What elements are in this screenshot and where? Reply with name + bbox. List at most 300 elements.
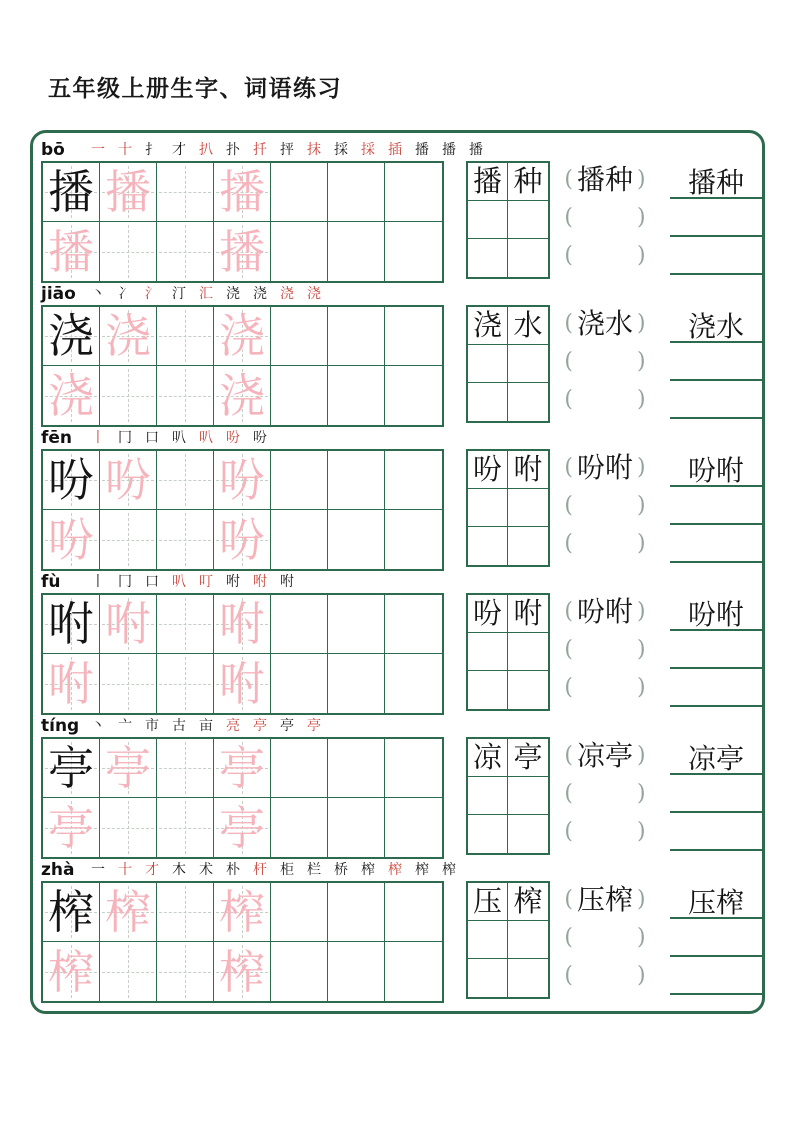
underline-practice-row <box>670 161 766 199</box>
stroke-step: 氵 <box>145 285 159 302</box>
stroke-step: 榨 <box>388 861 402 878</box>
word-character: 吩 <box>472 596 502 630</box>
practice-cell <box>100 739 157 798</box>
practice-cell <box>43 883 100 942</box>
paren-practice-row <box>554 381 656 419</box>
practice-cell <box>214 942 271 1001</box>
underline-word <box>670 345 762 381</box>
practice-cell <box>157 883 214 942</box>
character-row <box>41 570 762 714</box>
trace-character: 咐 <box>219 597 265 651</box>
stroke-order-sequence <box>91 431 280 445</box>
word-box-cell <box>468 201 508 239</box>
practice-cell <box>100 798 157 857</box>
model-character: 浇 <box>48 309 94 363</box>
stroke-step: 播 <box>415 141 429 158</box>
word-box-cell <box>468 739 508 777</box>
trace-character: 播 <box>105 165 151 219</box>
paren-practice-column <box>554 593 656 707</box>
practice-cell <box>100 942 157 1001</box>
practice-cell <box>271 222 328 281</box>
open-paren: ( <box>564 455 573 480</box>
stroke-step: 术 <box>199 861 213 878</box>
stroke-step: 扦 <box>253 141 267 158</box>
row-body <box>41 737 762 858</box>
paren-practice-row <box>554 237 656 275</box>
stroke-order-line <box>41 570 762 593</box>
stroke-step: 丨 <box>91 429 105 446</box>
paren-practice-column <box>554 449 656 563</box>
word-box-cell <box>508 595 548 633</box>
word-box-cell <box>468 163 508 201</box>
model-character: 咐 <box>48 597 94 651</box>
word-character: 种 <box>513 164 543 198</box>
underline-practice-column <box>670 161 766 275</box>
word-character: 凉 <box>472 740 502 774</box>
stroke-step: 叭 <box>172 429 186 446</box>
underline-word <box>670 777 762 813</box>
close-paren: ) <box>637 637 646 662</box>
stroke-step: 叭 <box>199 429 213 446</box>
underline-word: 凉亭 <box>670 739 762 775</box>
open-paren: ( <box>564 887 573 912</box>
word-box-cell <box>468 383 508 421</box>
practice-grid <box>41 881 444 1003</box>
pinyin-label: fēn <box>41 427 73 448</box>
practice-cell <box>214 451 271 510</box>
word-character: 水 <box>513 308 543 342</box>
word-character: 榨 <box>513 884 543 918</box>
stroke-step: 十 <box>118 141 132 158</box>
practice-cell <box>43 366 100 425</box>
trace-character: 播 <box>48 224 94 279</box>
practice-cell <box>157 222 214 281</box>
practice-cell <box>328 307 385 366</box>
practice-cell <box>100 222 157 281</box>
paren-practice-row <box>554 305 656 343</box>
stroke-step: 才 <box>172 141 186 158</box>
practice-cell <box>271 366 328 425</box>
practice-cell <box>157 510 214 569</box>
paren-word: 压榨 <box>576 883 633 916</box>
practice-cell <box>214 510 271 569</box>
practice-cell <box>328 654 385 713</box>
stroke-step: 插 <box>388 141 402 158</box>
underline-word <box>670 959 762 995</box>
practice-cell <box>328 510 385 569</box>
stroke-step: 丶 <box>91 285 105 302</box>
practice-grid <box>41 305 444 427</box>
practice-cell <box>328 942 385 1001</box>
paren-practice-row <box>554 631 656 669</box>
word-box-cell <box>468 345 508 383</box>
stroke-step: 亭 <box>307 717 321 734</box>
underline-practice-row <box>670 237 766 275</box>
open-paren: ( <box>564 781 573 806</box>
close-paren: ) <box>637 781 646 806</box>
trace-character: 吩 <box>219 512 265 567</box>
open-paren: ( <box>564 743 573 768</box>
practice-cell <box>43 222 100 281</box>
underline-word: 播种 <box>670 163 762 199</box>
trace-character: 榨 <box>219 944 265 999</box>
word-box-cell <box>468 527 508 565</box>
stroke-step: 抨 <box>280 141 294 158</box>
open-paren: ( <box>564 349 573 374</box>
practice-cell <box>328 163 385 222</box>
practice-cell <box>271 942 328 1001</box>
practice-grid <box>41 737 444 859</box>
practice-cell <box>43 654 100 713</box>
stroke-step: 扒 <box>199 141 213 158</box>
trace-character: 浇 <box>219 309 265 363</box>
practice-cell <box>271 739 328 798</box>
underline-practice-row <box>670 631 766 669</box>
trace-character: 榨 <box>105 885 151 939</box>
stroke-step: 栏 <box>307 861 321 878</box>
practice-grid <box>41 593 444 715</box>
word-box-cell <box>468 451 508 489</box>
stroke-step: 咐 <box>253 573 267 590</box>
practice-cell <box>271 654 328 713</box>
underline-word <box>670 921 762 957</box>
practice-cell <box>214 307 271 366</box>
model-character: 吩 <box>48 453 94 507</box>
stroke-step: 播 <box>469 141 483 158</box>
practice-cell <box>385 654 442 713</box>
stroke-step: 口 <box>145 573 159 590</box>
stroke-step: 汀 <box>172 285 186 302</box>
close-paren: ) <box>637 743 646 768</box>
open-paren: ( <box>564 243 573 268</box>
close-paren: ) <box>637 531 646 556</box>
stroke-step: 叭 <box>172 573 186 590</box>
stroke-step: 亩 <box>199 717 213 734</box>
paren-practice-row <box>554 737 656 775</box>
stroke-step: 丨 <box>91 573 105 590</box>
word-box-grid <box>466 161 550 279</box>
word-box-cell <box>468 489 508 527</box>
stroke-step: 冫 <box>118 285 132 302</box>
word-box-grid <box>466 737 550 855</box>
underline-word <box>670 633 762 669</box>
pinyin-label: bō <box>41 139 65 160</box>
stroke-step: 柜 <box>280 861 294 878</box>
word-box-cell <box>508 959 548 997</box>
practice-cell <box>157 366 214 425</box>
stroke-step: 古 <box>172 717 186 734</box>
stroke-step: 桥 <box>334 861 348 878</box>
stroke-step: 浇 <box>253 285 267 302</box>
stroke-step: 亭 <box>253 717 267 734</box>
close-paren: ) <box>637 963 646 988</box>
trace-character: 浇 <box>219 368 265 423</box>
underline-practice-row <box>670 449 766 487</box>
word-box-cell <box>508 383 548 421</box>
practice-cell <box>100 451 157 510</box>
practice-cell <box>385 883 442 942</box>
practice-cell <box>100 163 157 222</box>
stroke-step: 木 <box>172 861 186 878</box>
trace-character: 播 <box>219 165 265 219</box>
stroke-step: 一 <box>91 861 105 878</box>
stroke-step: 汇 <box>199 285 213 302</box>
stroke-step: 採 <box>334 141 348 158</box>
word-box-grid <box>466 593 550 711</box>
practice-cell <box>328 595 385 654</box>
paren-practice-row <box>554 919 656 957</box>
paren-practice-column <box>554 305 656 419</box>
stroke-step: 丶 <box>91 717 105 734</box>
underline-practice-column <box>670 881 766 995</box>
stroke-step: 咐 <box>226 573 240 590</box>
practice-cell <box>100 307 157 366</box>
word-box-cell <box>508 489 548 527</box>
underline-practice-row <box>670 669 766 707</box>
practice-cell <box>271 451 328 510</box>
underline-practice-column <box>670 305 766 419</box>
worksheet-frame <box>30 130 765 1014</box>
close-paren: ) <box>637 349 646 374</box>
stroke-order-line <box>41 138 762 161</box>
close-paren: ) <box>637 205 646 230</box>
paren-word: 播种 <box>576 163 633 196</box>
paren-practice-row <box>554 669 656 707</box>
underline-word: 浇水 <box>670 307 762 343</box>
practice-grid <box>41 161 444 283</box>
practice-cell <box>271 883 328 942</box>
close-paren: ) <box>637 599 646 624</box>
underline-word <box>670 815 762 851</box>
practice-cell <box>328 366 385 425</box>
underline-practice-row <box>670 593 766 631</box>
open-paren: ( <box>564 925 573 950</box>
word-character: 播 <box>472 164 502 198</box>
paren-word: 吩咐 <box>576 451 633 484</box>
stroke-order-line <box>41 858 762 881</box>
open-paren: ( <box>564 311 573 336</box>
paren-practice-column <box>554 881 656 995</box>
trace-character: 咐 <box>48 656 94 711</box>
practice-cell <box>214 739 271 798</box>
trace-character: 亭 <box>48 800 94 855</box>
pinyin-label: zhà <box>41 859 75 880</box>
underline-practice-row <box>670 737 766 775</box>
word-box-cell <box>508 201 548 239</box>
open-paren: ( <box>564 493 573 518</box>
word-character: 咐 <box>513 452 543 486</box>
word-box-cell <box>468 307 508 345</box>
close-paren: ) <box>637 887 646 912</box>
word-box-cell <box>508 739 548 777</box>
practice-cell <box>328 222 385 281</box>
close-paren: ) <box>637 311 646 336</box>
underline-practice-row <box>670 487 766 525</box>
practice-cell <box>43 451 100 510</box>
character-row <box>41 426 762 570</box>
paren-practice-row <box>554 593 656 631</box>
character-row <box>41 282 762 426</box>
practice-cell <box>214 366 271 425</box>
word-box-cell <box>508 345 548 383</box>
word-character: 吩 <box>472 452 502 486</box>
close-paren: ) <box>637 925 646 950</box>
practice-cell <box>385 307 442 366</box>
trace-character: 榨 <box>48 944 94 999</box>
open-paren: ( <box>564 963 573 988</box>
paren-word: 凉亭 <box>576 739 633 772</box>
stroke-step: 扑 <box>226 141 240 158</box>
word-box-cell <box>508 815 548 853</box>
practice-cell <box>328 739 385 798</box>
stroke-order-sequence <box>91 143 496 157</box>
pinyin-label: tíng <box>41 715 80 736</box>
paren-word: 吩咐 <box>576 595 633 628</box>
word-box-cell <box>508 451 548 489</box>
trace-character: 吩 <box>48 512 94 567</box>
word-box-cell <box>508 883 548 921</box>
trace-character: 浇 <box>48 368 94 423</box>
practice-cell <box>385 366 442 425</box>
pinyin-label: fù <box>41 571 61 592</box>
word-character: 浇 <box>472 308 502 342</box>
stroke-step: 才 <box>145 861 159 878</box>
practice-cell <box>385 510 442 569</box>
stroke-step: 浇 <box>307 285 321 302</box>
word-box-grid <box>466 305 550 423</box>
stroke-order-line <box>41 426 762 449</box>
word-box-cell <box>468 671 508 709</box>
practice-cell <box>271 307 328 366</box>
row-body <box>41 881 762 1002</box>
stroke-step: 亮 <box>226 717 240 734</box>
stroke-order-line <box>41 282 762 305</box>
word-character: 咐 <box>513 596 543 630</box>
paren-practice-row <box>554 957 656 995</box>
word-character: 压 <box>472 884 502 918</box>
paren-practice-row <box>554 343 656 381</box>
word-box-cell <box>508 777 548 815</box>
trace-character: 播 <box>219 224 265 279</box>
underline-practice-row <box>670 881 766 919</box>
underline-word: 吩咐 <box>670 595 762 631</box>
stroke-step: 朴 <box>226 861 240 878</box>
stroke-step: 浇 <box>280 285 294 302</box>
paren-practice-row <box>554 775 656 813</box>
practice-cell <box>100 366 157 425</box>
underline-word: 压榨 <box>670 883 762 919</box>
practice-cell <box>157 798 214 857</box>
word-box-cell <box>468 777 508 815</box>
underline-practice-row <box>670 343 766 381</box>
stroke-step: 浇 <box>226 285 240 302</box>
close-paren: ) <box>637 243 646 268</box>
model-character: 榨 <box>48 885 94 939</box>
stroke-step: 咐 <box>280 573 294 590</box>
open-paren: ( <box>564 675 573 700</box>
practice-cell <box>271 595 328 654</box>
stroke-order-sequence <box>91 287 334 301</box>
word-box-cell <box>508 921 548 959</box>
paren-practice-row <box>554 881 656 919</box>
open-paren: ( <box>564 637 573 662</box>
underline-practice-column <box>670 449 766 563</box>
close-paren: ) <box>637 167 646 192</box>
paren-practice-column <box>554 161 656 275</box>
word-box-cell <box>508 671 548 709</box>
underline-word <box>670 201 762 237</box>
trace-character: 亭 <box>105 741 151 795</box>
word-box-cell <box>508 633 548 671</box>
paren-practice-row <box>554 449 656 487</box>
stroke-step: 叮 <box>199 573 213 590</box>
close-paren: ) <box>637 387 646 412</box>
word-box-cell <box>508 527 548 565</box>
stroke-order-sequence <box>91 863 469 877</box>
stroke-step: 一 <box>91 141 105 158</box>
practice-cell <box>157 451 214 510</box>
practice-cell <box>157 654 214 713</box>
practice-cell <box>214 222 271 281</box>
model-character: 播 <box>48 165 94 219</box>
practice-cell <box>43 510 100 569</box>
stroke-step: 口 <box>145 429 159 446</box>
practice-grid <box>41 449 444 571</box>
practice-cell <box>214 883 271 942</box>
practice-cell <box>43 595 100 654</box>
trace-character: 亭 <box>219 800 265 855</box>
practice-cell <box>157 307 214 366</box>
underline-practice-row <box>670 305 766 343</box>
stroke-step: 亠 <box>118 717 132 734</box>
underline-word: 吩咐 <box>670 451 762 487</box>
row-body <box>41 593 762 714</box>
practice-cell <box>157 739 214 798</box>
practice-cell <box>385 163 442 222</box>
character-row <box>41 138 762 282</box>
practice-cell <box>100 595 157 654</box>
close-paren: ) <box>637 675 646 700</box>
practice-cell <box>43 942 100 1001</box>
practice-cell <box>328 798 385 857</box>
paren-practice-row <box>554 525 656 563</box>
practice-cell <box>328 883 385 942</box>
practice-cell <box>214 654 271 713</box>
practice-cell <box>157 942 214 1001</box>
underline-practice-row <box>670 775 766 813</box>
word-box-grid <box>466 881 550 999</box>
practice-cell <box>385 595 442 654</box>
paren-practice-row <box>554 813 656 851</box>
character-row <box>41 858 762 1002</box>
underline-word <box>670 527 762 563</box>
open-paren: ( <box>564 205 573 230</box>
row-body <box>41 305 762 426</box>
practice-cell <box>100 654 157 713</box>
practice-cell <box>214 163 271 222</box>
stroke-order-sequence <box>91 575 307 589</box>
open-paren: ( <box>564 819 573 844</box>
practice-cell <box>385 451 442 510</box>
stroke-step: 十 <box>118 861 132 878</box>
practice-cell <box>271 798 328 857</box>
stroke-step: 榨 <box>415 861 429 878</box>
row-body <box>41 161 762 282</box>
underline-practice-row <box>670 199 766 237</box>
trace-character: 吩 <box>105 453 151 507</box>
trace-character: 吩 <box>219 453 265 507</box>
underline-word <box>670 383 762 419</box>
